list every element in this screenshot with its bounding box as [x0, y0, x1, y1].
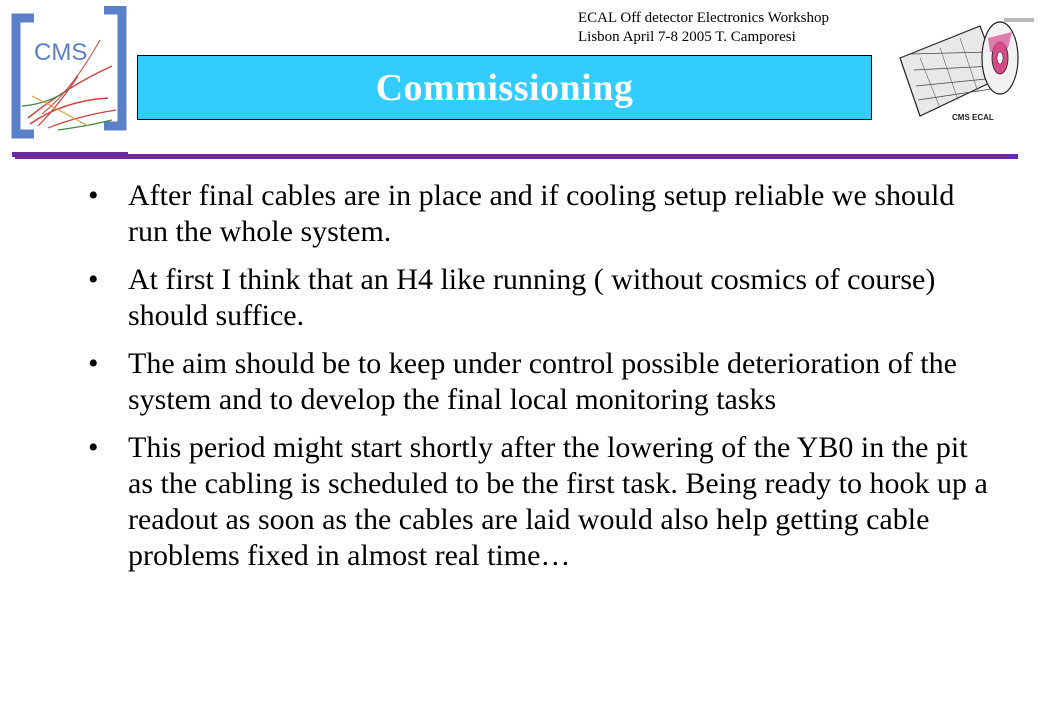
bullet-marker: •	[88, 263, 99, 296]
slide-title: Commissioning	[375, 66, 634, 109]
bullet-text: After final cables are in place and if cooling setup reliable we should run the whole system.	[128, 179, 955, 248]
cms-logo	[8, 6, 130, 158]
title-divider	[15, 154, 1018, 159]
bullet-item	[88, 430, 988, 574]
bullet-marker: •	[88, 347, 99, 380]
header-note	[578, 9, 829, 47]
header-line-2: Lisbon April 7-8 2005 T. Camporesi	[578, 29, 796, 45]
bullet-text: The aim should be to keep under control possible deterioration of the system and to develop the final local monitoring tasks	[128, 347, 957, 416]
ecal-figure-label: CMS ECAL	[952, 113, 994, 122]
bullet-item	[88, 178, 988, 250]
bullet-text: At first I think that an H4 like running ( without cosmics of course) should suffice.	[128, 263, 936, 332]
bullet-marker: •	[88, 431, 99, 464]
cms-logo-text: CMS	[34, 39, 88, 66]
bullet-text: This period might start shortly after the lowering of the YB0 in the pit as the cabling is scheduled to be the first task. Being ready to hook up a readout as soon as the cables are laid would also help getting cable problems fixed in almost real time…	[128, 431, 988, 572]
bullet-item	[88, 346, 988, 418]
slide-title-box	[137, 55, 872, 120]
bullet-marker: •	[88, 179, 99, 212]
header-line-1: ECAL Off detector Electronics Workshop	[578, 10, 829, 26]
ecal-detector-figure	[880, 8, 1036, 126]
bullet-item	[88, 262, 988, 334]
bullet-list	[88, 178, 988, 586]
